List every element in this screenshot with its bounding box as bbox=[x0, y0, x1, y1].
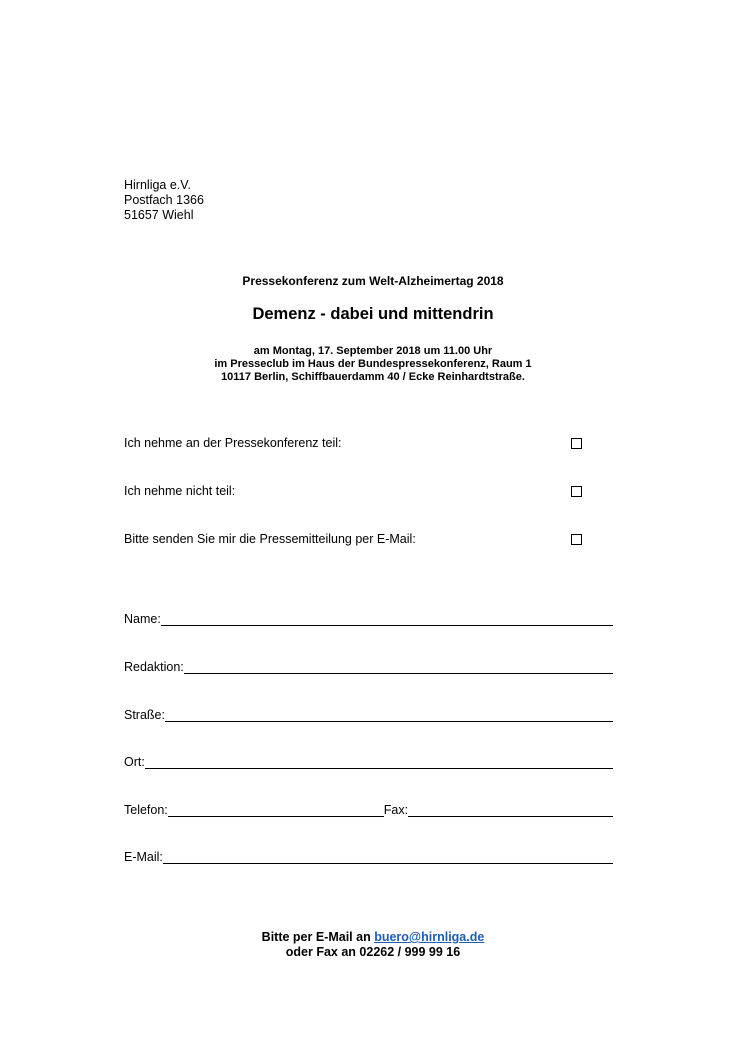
telefon-label: Telefon: bbox=[124, 803, 168, 817]
strasse-input-line[interactable] bbox=[165, 707, 613, 722]
sender-postbox: Postfach 1366 bbox=[124, 193, 204, 207]
footer-email-line bbox=[0, 930, 746, 945]
email-input-line[interactable] bbox=[163, 849, 613, 864]
event-title: Demenz - dabei und mittendrin bbox=[252, 305, 494, 323]
ort-label: Ort: bbox=[124, 755, 145, 769]
redaktion-field bbox=[124, 659, 613, 674]
name-input-line[interactable] bbox=[161, 611, 613, 626]
event-address: 10117 Berlin, Schiffbauerdamm 40 / Ecke Reinhardtstraße. bbox=[221, 371, 525, 383]
footer-email-prefix: Bitte per E-Mail an bbox=[261, 930, 375, 944]
name-field bbox=[124, 611, 613, 626]
option-decline-checkbox[interactable] bbox=[571, 486, 582, 497]
option-attend-label: Ich nehme an der Pressekonferenz teil: bbox=[124, 436, 342, 450]
sender-address bbox=[124, 178, 204, 223]
redaktion-label: Redaktion: bbox=[124, 660, 184, 674]
ort-input-line[interactable] bbox=[145, 754, 613, 769]
event-label: Pressekonferenz zum Welt-Alzheimertag 2018 bbox=[242, 274, 504, 288]
email-field bbox=[124, 849, 613, 864]
fax-label: Fax: bbox=[383, 803, 409, 817]
event-details bbox=[0, 345, 746, 384]
event-date: am Montag, 17. September 2018 um 11.00 Uhr bbox=[253, 345, 493, 357]
option-press-release-label: Bitte senden Sie mir die Pressemitteilung per E-Mail: bbox=[124, 532, 416, 546]
sender-name: Hirnliga e.V. bbox=[124, 178, 191, 192]
event-venue: im Presseclub im Haus der Bundespressekonferenz, Raum 1 bbox=[214, 358, 532, 370]
option-decline bbox=[124, 484, 582, 498]
option-decline-label: Ich nehme nicht teil: bbox=[124, 484, 236, 498]
fax-input-line[interactable] bbox=[408, 802, 613, 817]
email-label: E-Mail: bbox=[124, 850, 163, 864]
telefon-input-line[interactable] bbox=[168, 802, 384, 817]
redaktion-input-line[interactable] bbox=[184, 659, 613, 674]
option-attend-checkbox[interactable] bbox=[571, 438, 582, 449]
phone-fax-field bbox=[124, 802, 613, 817]
footer bbox=[0, 930, 746, 960]
strasse-field bbox=[124, 707, 613, 722]
footer-email-link[interactable]: buero@hirnliga.de bbox=[374, 930, 485, 944]
option-attend bbox=[124, 436, 582, 450]
strasse-label: Straße: bbox=[124, 708, 165, 722]
footer-fax-line: oder Fax an 02262 / 999 99 16 bbox=[285, 945, 461, 959]
option-press-release-checkbox[interactable] bbox=[571, 534, 582, 545]
sender-city: 51657 Wiehl bbox=[124, 208, 194, 222]
ort-field bbox=[124, 754, 613, 769]
option-press-release bbox=[124, 532, 582, 546]
name-label: Name: bbox=[124, 612, 161, 626]
